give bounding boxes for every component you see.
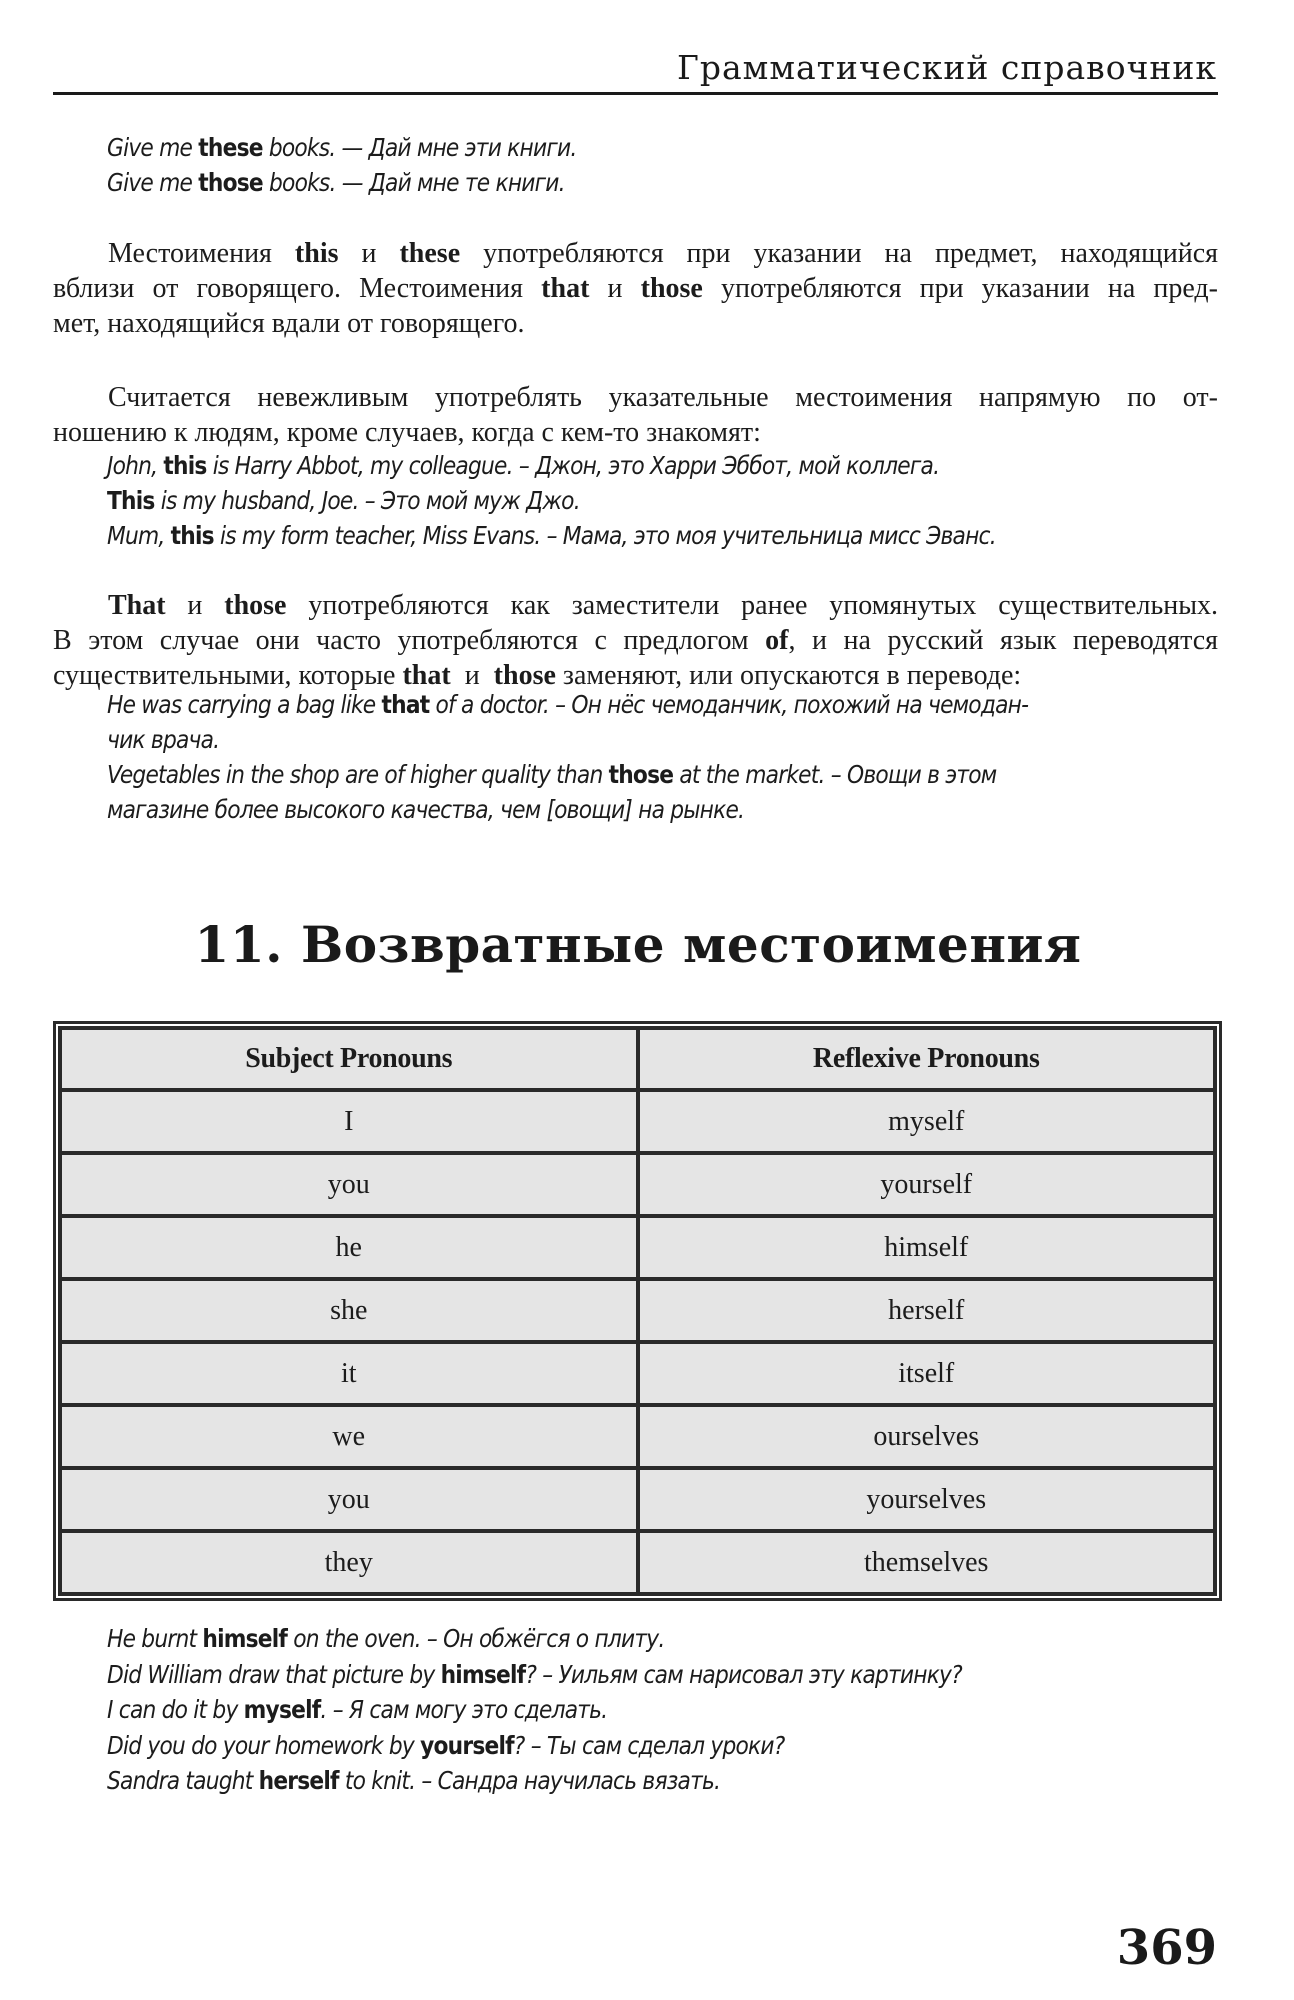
paragraph-line: [53, 271, 1218, 306]
text: употребляются при указании на предмет, находящийся: [460, 238, 1219, 269]
keyword: of: [765, 625, 789, 656]
example-line: [107, 486, 580, 515]
example-line: [107, 1731, 784, 1760]
example-text: ? – Ты сам сделал уроки?: [513, 1731, 785, 1760]
running-header-title: Грамматический справочник: [677, 48, 1217, 87]
example-text: чик врача.: [107, 725, 220, 754]
reflexive-pronouns-table: [58, 1026, 1217, 1596]
cell-subject: it: [60, 1342, 638, 1405]
cell-reflexive: itself: [638, 1342, 1216, 1405]
text: употребляются как заместители ранее упомянутых существительных.: [286, 590, 1219, 621]
example-keyword: those: [608, 760, 674, 789]
example-text: is Harry Abbot, my colleague. – Джон, это Харри Эббот, мой коллега.: [206, 451, 940, 480]
example-text: Sandra taught: [107, 1766, 259, 1795]
example-keyword: those: [198, 168, 263, 197]
table-row: [60, 1531, 1215, 1594]
header-rule: [53, 92, 1218, 95]
example-text: Give me: [107, 168, 199, 197]
column-header-reflexive: Reflexive Pronouns: [638, 1028, 1216, 1090]
table-row: [60, 1279, 1215, 1342]
example-text: Mum,: [107, 521, 171, 550]
example-line: [107, 133, 576, 162]
page-number: 369: [1116, 1920, 1217, 1976]
paragraph-politeness: [53, 380, 1218, 450]
cell-reflexive: myself: [638, 1090, 1216, 1153]
text: Местоимения: [108, 238, 295, 269]
example-line: [107, 795, 744, 824]
table-row: [60, 1216, 1215, 1279]
table-header-row: [60, 1028, 1215, 1090]
example-keyword: that: [381, 690, 430, 719]
cell-subject: you: [60, 1153, 638, 1216]
example-keyword: this: [163, 451, 207, 480]
cell-subject: he: [60, 1216, 638, 1279]
example-text: is my form teacher, Miss Evans. – Мама, это моя учительница мисс Эванс.: [213, 521, 996, 550]
text: мет, находящийся вдали от говорящего.: [53, 308, 525, 339]
example-line: [107, 168, 565, 197]
keyword: this: [294, 238, 339, 269]
example-keyword: himself: [202, 1624, 288, 1653]
cell-reflexive: themselves: [638, 1531, 1216, 1594]
text: заменяют, или опускаются в переводе:: [555, 660, 1022, 691]
example-keyword: these: [198, 133, 263, 162]
example-line: [107, 451, 939, 480]
cell-subject: she: [60, 1279, 638, 1342]
cell-reflexive: ourselves: [638, 1405, 1216, 1468]
example-keyword: myself: [243, 1695, 321, 1724]
example-text: books. — Дай мне те книги.: [262, 168, 565, 197]
table-row: [60, 1405, 1215, 1468]
example-text: John,: [107, 451, 164, 480]
cell-subject: we: [60, 1405, 638, 1468]
text: В этом случае они часто употребляются с предлогом: [53, 625, 766, 656]
cell-reflexive: yourselves: [638, 1468, 1216, 1531]
text: употребляются при указании на пред-: [702, 273, 1218, 304]
example-text: of a doctor. – Он нёс чемоданчик, похожий на чемодан-: [429, 690, 1029, 719]
keyword: those: [493, 660, 556, 691]
text: и: [589, 273, 641, 304]
text: вблизи от говорящего. Местоимения: [53, 273, 542, 304]
example-keyword: yourself: [420, 1731, 514, 1760]
example-text: Did William draw that picture by: [107, 1660, 441, 1689]
keyword: those: [640, 273, 703, 304]
example-text: Give me: [107, 133, 199, 162]
example-line: [107, 521, 996, 550]
cell-reflexive: himself: [638, 1216, 1216, 1279]
table-row: [60, 1342, 1215, 1405]
cell-subject: they: [60, 1531, 638, 1594]
keyword: that: [402, 660, 451, 691]
example-line: [107, 725, 219, 754]
text: существительными, которые: [53, 660, 403, 691]
text: и: [450, 660, 494, 691]
example-text: He was carrying a bag like: [107, 690, 382, 719]
paragraph-substitutes: [53, 588, 1218, 693]
reflexive-pronouns-table-frame: [53, 1021, 1222, 1601]
table-row: [60, 1468, 1215, 1531]
cell-reflexive: yourself: [638, 1153, 1216, 1216]
example-text: магазине более высокого качества, чем [овощи] на рынке.: [107, 795, 745, 824]
paragraph-line: [53, 306, 1218, 341]
text: и: [338, 238, 400, 269]
table-row: [60, 1090, 1215, 1153]
example-keyword: this: [170, 521, 214, 550]
text: и: [165, 590, 225, 621]
column-header-subject: Subject Pronouns: [60, 1028, 638, 1090]
example-text: ? – Уильям сам нарисовал эту картинку?: [525, 1660, 962, 1689]
section-heading: 11. Возвратные местоимения: [194, 915, 1082, 974]
example-text: . – Я сам могу это сделать.: [320, 1695, 608, 1724]
example-text: at the market. – Овощи в этом: [673, 760, 997, 789]
example-keyword: This: [107, 486, 155, 515]
example-line: [107, 1624, 664, 1653]
example-text: books. — Дай мне эти книги.: [262, 133, 577, 162]
keyword: that: [541, 273, 590, 304]
example-text: on the oven. – Он обжёгся о плиту.: [287, 1624, 665, 1653]
paragraph-line: [53, 236, 1218, 271]
table-row: [60, 1153, 1215, 1216]
paragraph-line: [53, 623, 1218, 658]
cell-reflexive: herself: [638, 1279, 1216, 1342]
keyword: these: [399, 238, 461, 269]
example-line: [107, 1660, 962, 1689]
keyword: That: [108, 590, 166, 621]
example-text: I can do it by: [107, 1695, 244, 1724]
example-text: to knit. – Сандра научилась вязать.: [338, 1766, 721, 1795]
paragraph-line: [53, 588, 1218, 623]
paragraph-demonstratives-distance: [53, 236, 1218, 341]
cell-subject: you: [60, 1468, 638, 1531]
keyword: those: [224, 590, 287, 621]
paragraph-line: Считается невежливым употреблять указательные местоимения напрямую по от-: [108, 382, 1218, 413]
example-text: Vegetables in the shop are of higher quality than: [107, 760, 609, 789]
cell-subject: I: [60, 1090, 638, 1153]
example-text: Did you do your homework by: [107, 1731, 421, 1760]
text: , и на русский язык переводятся: [788, 625, 1218, 656]
example-line: [107, 760, 996, 789]
paragraph-line: ношению к людям, кроме случаев, когда с кем-то знакомят:: [53, 417, 761, 448]
example-line: [107, 1766, 720, 1795]
example-line: [107, 1695, 607, 1724]
example-text: is my husband, Joe. – Это мой муж Джо.: [154, 486, 580, 515]
paragraph-line: [53, 658, 1218, 693]
example-text: He burnt: [107, 1624, 203, 1653]
example-line: [107, 690, 1028, 719]
example-keyword: himself: [440, 1660, 526, 1689]
example-keyword: herself: [258, 1766, 339, 1795]
